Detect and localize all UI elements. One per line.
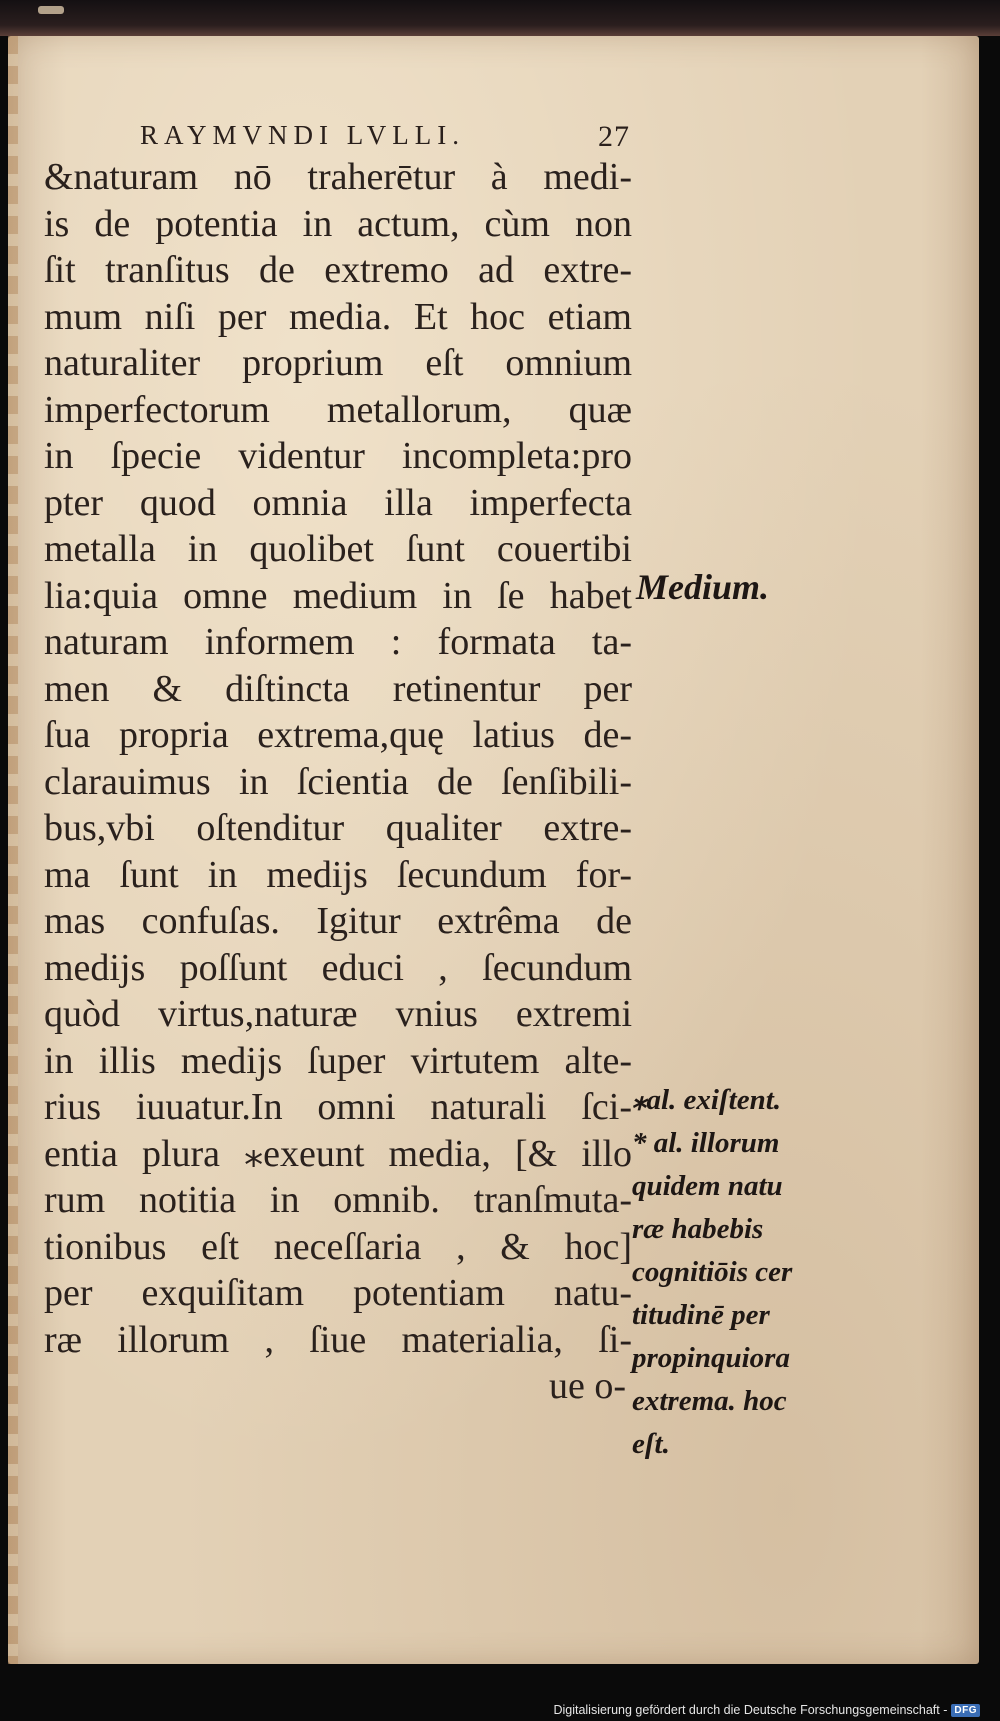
credit-text: Digitalisierung gefördert durch die Deutsche Forschungsgemeinschaft - bbox=[553, 1703, 948, 1717]
marginal-note-line: eſt. bbox=[632, 1428, 670, 1460]
text-line: mas confuſas. Igitur extrêma de bbox=[44, 900, 632, 942]
body-text bbox=[44, 154, 632, 1410]
marginal-note-line: cognitiōis cer bbox=[632, 1256, 793, 1288]
marginal-note-line: propinquiora bbox=[632, 1342, 790, 1374]
text-line: ſit tranſitus de extremo ad extre- bbox=[44, 249, 632, 291]
marginal-note-line: ⁎al. exiſtent. bbox=[632, 1084, 782, 1116]
marginal-notes bbox=[632, 1079, 792, 1466]
digitization-credit bbox=[553, 1703, 980, 1717]
text-line: in ſpecie videntur incompleta:pro bbox=[44, 435, 632, 477]
text-line: per exquiſitam potentiam natu- bbox=[44, 1272, 632, 1314]
text-line: ræ illorum , ſiue materialia, ſi- bbox=[44, 1318, 632, 1361]
marginal-note-line: extrema. hoc bbox=[632, 1385, 787, 1417]
text-line: rius iuuatur.In omni naturali ſci- bbox=[44, 1086, 632, 1128]
text-line: ma ſunt in medijs ſecundum for- bbox=[44, 853, 632, 896]
text-line: lia:quia omne medium in ſe habet bbox=[44, 574, 632, 617]
text-line: mum niſi per media. Et hoc etiam bbox=[44, 295, 632, 338]
marginal-note-line: * al. illorum bbox=[632, 1127, 780, 1159]
text-line: pter quod omnia illa imperfecta bbox=[44, 481, 632, 524]
book-spine-edge bbox=[0, 0, 1000, 36]
text-line: rum notitia in omnib. tranſmuta- bbox=[44, 1179, 632, 1221]
page-binding-edge bbox=[8, 36, 18, 1664]
text-line: entia plura ⁎exeunt media, [& illo bbox=[44, 1132, 632, 1175]
marginal-note-line: ræ habebis bbox=[632, 1213, 764, 1245]
text-line: clarauimus in ſcientia de ſenſibili- bbox=[44, 760, 632, 803]
marginal-note-line: titudinē per bbox=[632, 1299, 770, 1331]
text-line: medijs poſſunt educi , ſecundum bbox=[44, 946, 632, 989]
dfg-logo-icon: DFG bbox=[951, 1704, 980, 1717]
text-line: naturam informem : formata ta- bbox=[44, 621, 632, 663]
text-line: ſua propria extrema,quę latius de- bbox=[44, 714, 632, 756]
text-line: men & diſtincta retinentur per bbox=[44, 667, 632, 710]
running-head bbox=[140, 120, 630, 151]
page-number: 27 bbox=[598, 120, 630, 153]
text-line: quòd virtus,naturæ vnius extremi bbox=[44, 993, 632, 1035]
text-line: in illis medijs ſuper virtutem alte- bbox=[44, 1039, 632, 1082]
text-line: imperfectorum metallorum, quæ bbox=[44, 388, 632, 431]
spine-mark bbox=[38, 6, 64, 14]
marginal-note-medium: Medium. bbox=[636, 567, 770, 607]
text-line: tionibus eſt neceſſaria , & hoc] bbox=[44, 1225, 632, 1268]
running-head-title: RAYMVNDI LVLLI. bbox=[140, 120, 466, 150]
text-line: metalla in quolibet ſunt couertibi bbox=[44, 528, 632, 570]
text-line-catchword: ue o- bbox=[548, 1365, 626, 1407]
marginal-note-line: quidem natu bbox=[632, 1170, 783, 1202]
text-line: &naturam nō traherētur à medi- bbox=[44, 156, 632, 198]
text-line: bus,vbi oſtenditur qualiter extre- bbox=[44, 807, 632, 849]
text-line: naturaliter proprium eſt omnium bbox=[44, 342, 632, 384]
text-line: is de potentia in actum, cùm non bbox=[44, 202, 632, 245]
